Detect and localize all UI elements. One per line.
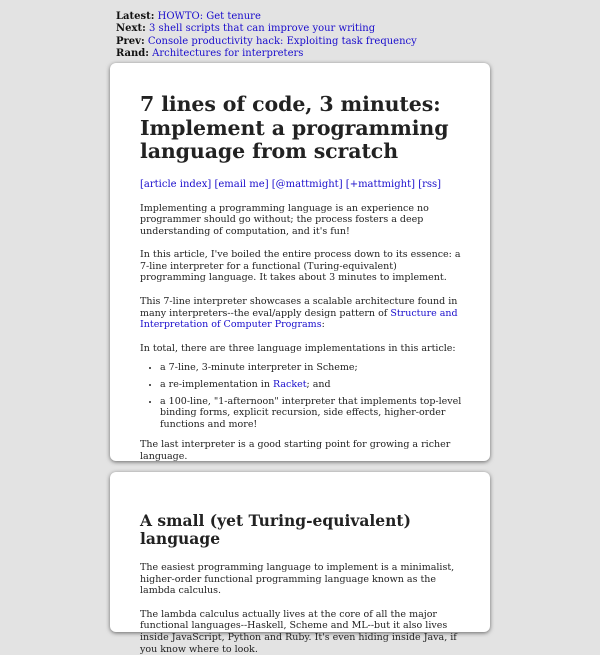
- nav-prev-label: Prev:: [116, 35, 145, 47]
- nav-rand-link[interactable]: Architectures for interpreters: [152, 47, 304, 59]
- architecture-paragraph: [140, 296, 462, 331]
- racket-text: a re-implementation in: [160, 379, 273, 391]
- nav-latest-label: Latest:: [116, 11, 155, 22]
- architecture-text: This 7-line interpreter showcases a scalable architecture found in many interpreters--the eval/apply design pattern of: [140, 296, 458, 319]
- article-title: 7 lines of code, 3 minutes: Implement a programming language from scratch: [140, 92, 449, 163]
- lambda-paragraph: The easiest programming language to implement is a minimalist, higher-order functional programming language known as the lambda calculus.: [140, 562, 455, 597]
- closing-paragraph: The last interpreter is a good starting point for growing a richer language.: [140, 439, 451, 462]
- implementations-list: [140, 362, 462, 430]
- architecture-colon: :: [321, 319, 325, 331]
- section-heading: A small (yet Turing-equivalent) language: [140, 511, 411, 548]
- list-item: • a 7-line, 3-minute interpreter in Scheme;: [160, 362, 462, 374]
- rss-link[interactable]: [rss]: [418, 178, 442, 190]
- list-item: [160, 379, 462, 391]
- racket-after: ; and: [306, 379, 331, 391]
- nav-prev: [116, 36, 417, 48]
- list-item: • a 100-line, "1-afternoon" interpreter that implements top-level binding forms, explicit recursion, side effects, higher-order functions and more!: [160, 396, 462, 431]
- sicp-link[interactable]: Structure and Interpretation of Computer Programs: [140, 307, 458, 331]
- email-me-link[interactable]: [email me]: [214, 178, 269, 190]
- section-card: [110, 472, 490, 655]
- intro-paragraph: Implementing a programming language is an experience no programmer should go without; the process fosters a deep understanding of computation, and it's fun!: [140, 202, 429, 237]
- nav-prev-link[interactable]: Console productivity hack: Exploiting task frequency: [147, 35, 417, 47]
- lambda-core-paragraph: The lambda calculus actually lives at the core of all the major functional languages--Haskell, Scheme and ML--but it also lives inside JavaScript, Python and Ruby. It's even hiding inside Java, if you know where to look.: [140, 608, 457, 655]
- top-navigation: [116, 11, 417, 60]
- google-plus-link[interactable]: [+mattmight]: [345, 178, 416, 190]
- nav-latest-link[interactable]: HOWTO: Get tenure: [157, 11, 261, 22]
- essence-paragraph: In this article, I've boiled the entire process down to its essence: a 7-line interpreter for a functional (Turing-equivalent) programming language. It takes about 3 minutes to implement.: [140, 249, 461, 284]
- total-paragraph: In total, there are three language implementations in this article:: [140, 342, 456, 354]
- nav-next-label: Next:: [116, 23, 146, 35]
- nav-latest: [116, 11, 417, 23]
- article-index-link[interactable]: [article index]: [140, 178, 212, 190]
- nav-rand: [116, 48, 417, 60]
- nav-next-link[interactable]: 3 shell scripts that can improve your writing: [148, 23, 376, 35]
- racket-link[interactable]: Racket: [272, 379, 307, 391]
- twitter-link[interactable]: [@mattmight]: [271, 178, 343, 190]
- article-card: [110, 63, 490, 461]
- article-links: [140, 179, 462, 191]
- nav-rand-label: Rand:: [116, 47, 149, 59]
- nav-next: [116, 23, 417, 35]
